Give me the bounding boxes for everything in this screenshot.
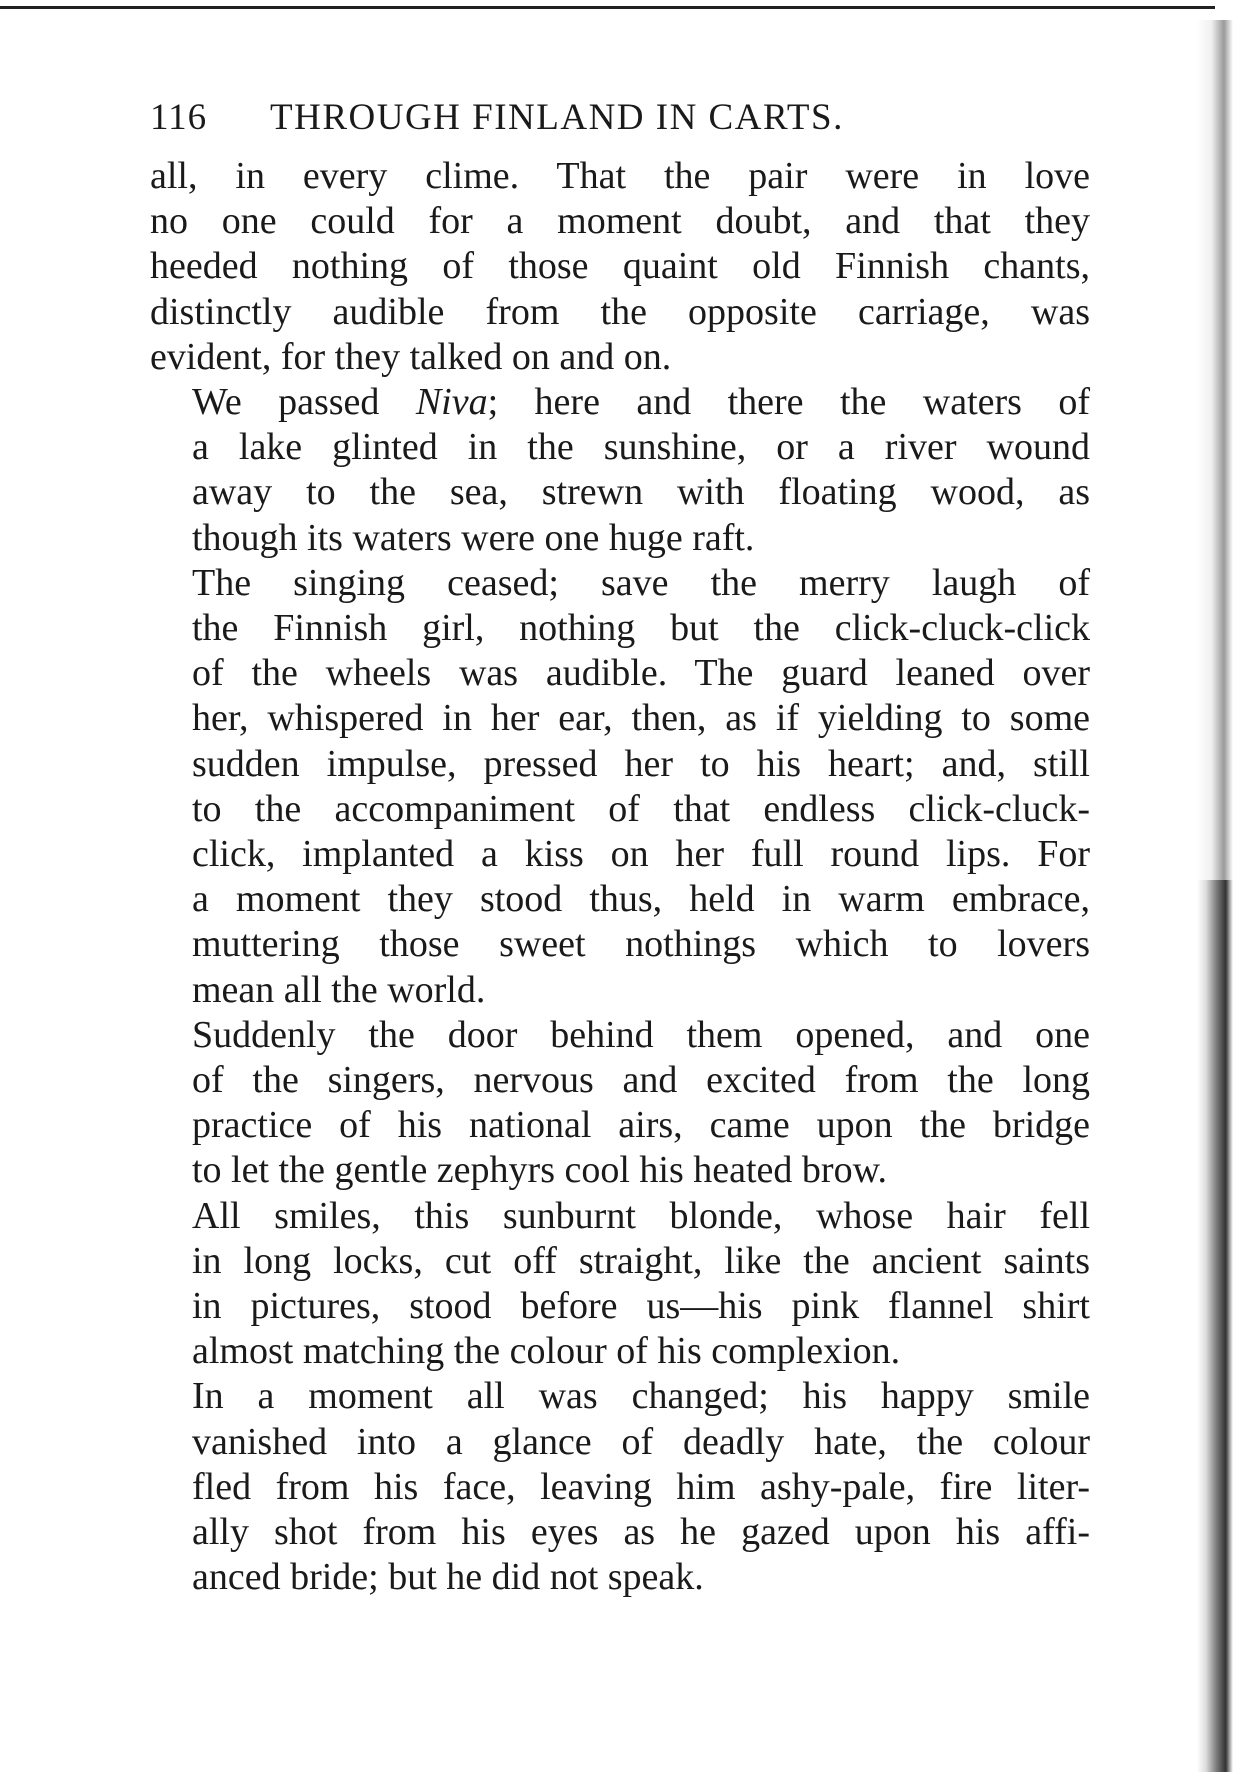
text-line: the Finnish girl, nothing but the click-cluck-click [192, 607, 1090, 650]
paragraph-3 [150, 561, 1090, 1013]
text-line: a lake glinted in the sunshine, or a river wound [192, 426, 1090, 469]
paragraph-4 [150, 1013, 1090, 1194]
text-line: vanished into a glance of deadly hate, the colour [192, 1420, 1090, 1463]
paragraph-2 [150, 380, 1090, 561]
text-line: no one could for a moment doubt, and that they [150, 200, 1090, 243]
text-line: in long locks, cut off straight, like the ancient saints [192, 1239, 1090, 1282]
text-line: away to the sea, strewn with floating wood, as [192, 471, 1090, 514]
text-line: to the accompaniment of that endless click-cluck- [192, 787, 1090, 830]
running-title: THROUGH FINLAND IN CARTS. [270, 97, 844, 138]
place-name-niva: Niva [415, 381, 488, 424]
text-line: mean all the world. [192, 968, 486, 1011]
running-head [150, 96, 1090, 154]
text-line: In a moment all was changed; his happy smile [192, 1375, 1090, 1418]
text-line: almost matching the colour of his complexion. [192, 1330, 901, 1373]
text-line: Suddenly the door behind them opened, and one [192, 1013, 1090, 1056]
page-edge-shadow-upper [1197, 20, 1233, 880]
text-line: her, whispered in her ear, then, as if yielding to some [192, 697, 1090, 740]
text-line: practice of his national airs, came upon the bridge [192, 1104, 1090, 1147]
text-line: muttering those sweet nothings which to lovers [192, 923, 1090, 966]
text-line: evident, for they talked on and on. [150, 335, 672, 378]
text-line: sudden impulse, pressed her to his heart; and, still [192, 742, 1090, 785]
text-line: We passed Niva; here and there the waters of [192, 381, 1091, 424]
paragraph-5 [150, 1194, 1090, 1375]
text-line: a moment they stood thus, held in warm embrace, [192, 878, 1090, 921]
top-border-rule [0, 6, 1215, 9]
text-line: anced bride; but he did not speak. [192, 1556, 704, 1599]
text-line: click, implanted a kiss on her full round lips. For [192, 833, 1090, 876]
text-line: of the wheels was audible. The guard leaned over [192, 652, 1090, 695]
text-line: heeded nothing of those quaint old Finnish chants, [150, 245, 1090, 288]
text-line: ally shot from his eyes as he gazed upon his affi- [192, 1511, 1090, 1554]
text-line: All smiles, this sunburnt blonde, whose hair fell [192, 1194, 1090, 1237]
text-line: of the singers, nervous and excited from the long [192, 1059, 1090, 1102]
book-page [150, 96, 1090, 1601]
text-line: in pictures, stood before us—his pink flannel shirt [192, 1285, 1090, 1328]
text-line: fled from his face, leaving him ashy-pale, fire liter- [192, 1465, 1090, 1508]
text-line: The singing ceased; save the merry laugh of [192, 561, 1090, 604]
text-line: all, in every clime. That the pair were in love [150, 155, 1090, 197]
text-line: to let the gentle zephyrs cool his heated brow. [192, 1149, 888, 1192]
text-line: distinctly audible from the opposite carriage, was [150, 290, 1090, 333]
page-number: 116 [150, 97, 208, 138]
paragraph-6 [150, 1374, 1090, 1600]
text-line: though its waters were one huge raft. [192, 516, 755, 559]
paragraph-1 [150, 154, 1090, 380]
